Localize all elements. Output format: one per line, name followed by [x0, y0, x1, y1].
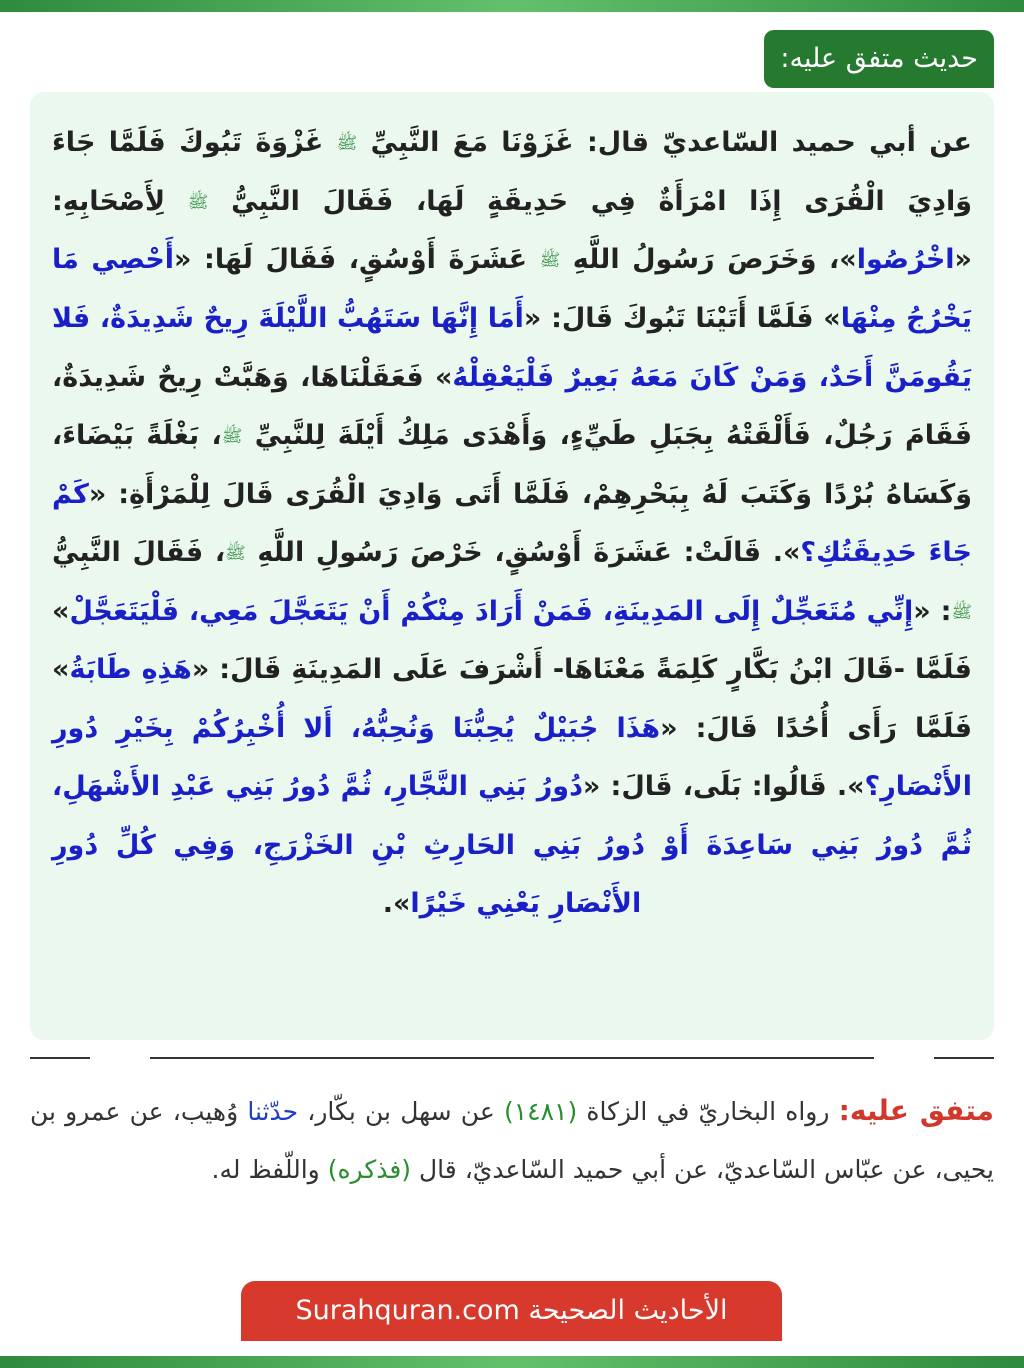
hadith-segment: عن أبي حميد السّاعديّ قال: غَزَوْنَا مَعَ النَّبِيِّ: [370, 127, 972, 158]
salawat-mark: ﷺ: [336, 133, 358, 154]
source-text: رواه البخاريّ في الزكاة: [577, 1097, 839, 1126]
hadith-segment: ». قَالُوا: بَلَى، قَالَ: «: [582, 771, 865, 803]
section-divider: [30, 1057, 994, 1059]
hadith-segment: » فَعَقَلْنَاهَا، وَهَبَّتْ رِيحٌ شَدِيدَةٌ، فَقَامَ رَجُلٌ، فَأَلْقَتْهُ بِجَبَلِ طَيِّءٍ، وَأَهْدَى مَلِكُ أَيْلَةَ لِلنَّبِيِّ: [52, 361, 973, 451]
bottom-accent-bar: [0, 1356, 1024, 1368]
salawat-mark: ﷺ: [225, 543, 246, 564]
hadith-segment: »، وَخَرَصَ رَسُولُ اللَّهِ: [560, 244, 857, 276]
prophet-quote: إِنِّي مُتَعَجِّلٌ إِلَى المَدِينَةِ، فَمَنْ أَرَادَ مِنْكُمْ أَنْ يَتَعَجَّلَ مَعِي، فَلْيَتَعَجَّلْ: [69, 595, 914, 627]
hadith-text: [52, 114, 972, 933]
narration-term: (فذكره): [327, 1155, 412, 1184]
source-text: واللّفظ له.: [211, 1155, 328, 1184]
hadith-segment: غَزْوَةَ تَبُوكَ فَلَمَّا جَاءَ وَادِيَ الْقُرَى إِذَا امْرَأَةٌ فِي حَدِيقَةٍ لَهَا، فَقَالَ النَّبِيُّ: [52, 127, 972, 217]
source-text: وُهيب، عن عمرو بن يحيى، عن عبّاس السّاعديّ، عن أبي حميد السّاعديّ، قال: [30, 1097, 994, 1184]
hadith-segment: ».: [382, 888, 411, 920]
hadith-segment: » فَلَمَّا أَتَيْنَا تَبُوكَ قَالَ: «: [523, 303, 841, 335]
source-text: عن سهل بن بكّار،: [298, 1097, 504, 1126]
salawat-mark: ﷺ: [187, 192, 209, 212]
hadith-number: (١٤٨١): [503, 1097, 578, 1126]
salawat-mark: ﷺ: [221, 426, 243, 447]
hadith-segment: ، بَغْلَةً بَيْضَاءَ، وَكَسَاهُ بُرْدًا وَكَتَبَ لَهُ بِبَحْرِهِمْ، فَلَمَّا أَتَى وَادِيَ الْقُرَى قَالَ لِلْمَرْأَةِ: «: [52, 419, 972, 510]
source-label: متفق عليه:: [838, 1094, 994, 1127]
narration-term: حدّثنا: [247, 1097, 299, 1126]
salawat-mark: ﷺ: [539, 250, 561, 271]
hadith-segment: ، فَقَالَ النَّبِيُّ: [52, 537, 226, 569]
prophet-quote: كَمْ جَاءَ حَدِيقَتُكِ؟: [52, 478, 972, 569]
hadith-segment: » فَلَمَّا -قَالَ ابْنُ بَكَّارٍ كَلِمَةً مَعْنَاهَا- أَشْرَفَ عَلَى المَدِينَةِ قَالَ: «: [52, 595, 972, 686]
prophet-quote: دُورُ بَنِي النَّجَّارِ، ثُمَّ دُورُ بَنِي عَبْدِ الأَشْهَلِ، ثُمَّ دُورُ بَنِي سَاعِدَةَ أَوْ دُورُ بَنِي الحَارِثِ بْنِ الخَزْرَجِ، وَفِي كُلِّ دُورِ الأَنْصَارِ يَعْنِي خَيْرًا: [52, 771, 972, 920]
prophet-quote: اخْرُصُوا: [856, 244, 955, 276]
hadith-segment: لِأَصْحَابِهِ: «: [52, 185, 972, 276]
prophet-quote: هَذِهِ طَابَةُ: [69, 654, 192, 686]
salawat-mark: ﷺ: [951, 602, 972, 623]
hadith-segment: » فَلَمَّا رَأَى أُحُدًا قَالَ: «: [52, 654, 972, 744]
top-accent-bar: [0, 0, 1024, 12]
site-badge[interactable]: الأحاديث الصحيحة Surahquran.com: [241, 1281, 782, 1341]
prophet-quote: أَحْصِي مَا يَخْرُجُ مِنْهَا: [52, 244, 972, 335]
prophet-quote: أَمَا إِنَّهَا سَتَهُبُّ اللَّيْلَةَ رِيحٌ شَدِيدَةٌ، فَلا يَقُومَنَّ أَحَدٌ، وَمَنْ كَانَ مَعَهُ بَعِيرٌ فَلْيَعْقِلْهُ: [52, 303, 972, 393]
hadith-segment: عَشَرَةَ أَوْسُقٍ، فَقَالَ لَهَا: «: [174, 244, 540, 276]
hadith-segment: ». قَالَتْ: عَشَرَةَ أَوْسُقٍ، خَرْصَ رَسُولِ اللَّهِ: [245, 537, 801, 569]
prophet-quote: هَذَا جُبَيْلٌ يُحِبُّنَا وَنُحِبُّهُ، أَلا أُخْبِرُكُمْ بِخَيْرِ دُورِ الأَنْصَارِ؟: [52, 712, 972, 803]
hadith-type-tag: حديث متفق عليه:: [764, 30, 994, 88]
source-attribution: [30, 1082, 994, 1199]
hadith-panel: [30, 92, 994, 1040]
hadith-segment: : «: [913, 595, 952, 627]
